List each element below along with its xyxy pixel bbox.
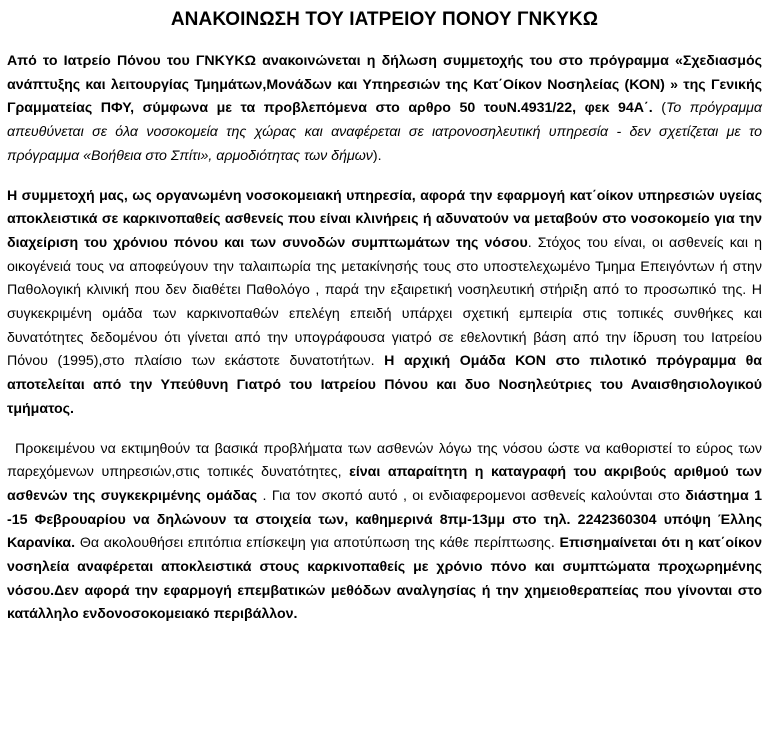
open-parenthesis: (	[652, 100, 666, 117]
home-visit-note: Θα ακολουθήσει επιτόπια επίσκεψη για αποτύπωση της κάθε περίπτωσης.	[75, 535, 560, 552]
paragraph-program-participation	[7, 50, 762, 169]
paragraph-patient-registration	[7, 438, 762, 628]
service-goal-text: . Στόχος του είναι, οι ασθενείς και η οικογένειά τους να αποφεύγουν την ταλαιπωρία της μετακίνησής τους στο υποστελεχωμένο Τμημα Επειγόντων ή στην Παθολογική κλινική που δεν διαθέτει Παθολόγο , παρά την εξαιρετική νοσηλευτική στήριξη από το προσωπικό της. Η συγκεκριμένη ομάδα των καρκινοπαθών επελέγη επειδή υπάρχει σχετική εμπειρία στις τοπικές συνθήκες και δυνατότητες δεδομένου ότι γίνεται από την υπογράφουσα γιατρό σε εθελοντική βάση από την ίδρυση του Ιατρείου Πόνου (1995),στο πλαίσιο των εκάστοτε δυνατοτήτων.	[7, 234, 762, 370]
announcement-title: ΑΝΑΚΟΙΝΩΣΗ ΤΟΥ ΙΑΤΡΕΙΟΥ ΠΟΝΟΥ ΓΝΚΥΚΩ	[170, 9, 599, 30]
registration-intro: Προκειμένου να εκτιμηθούν τα βασικά προβλήματα των ασθενών λόγω της νόσου ώστε να καθοριστεί το εύρος των παρεχόμενων υπηρεσιών,στις τοπικές δυνατότητες,	[7, 440, 762, 481]
program-scope-note: Το πρόγραμμα απευθύνεται σε όλα νοσοκομεία της χώρας και αναφέρεται σε ιατρονοσηλευτική υπηρεσία - δεν σχετίζεται με το πρόγραμμα «Βοήθεια στο Σπίτι», αρμοδιότητας των δήμων	[7, 100, 762, 164]
eligibility-clarification: Επισημαίνεται ότι η κατ΄οίκον νοσηλεία αναφέρεται αποκλειστικά στους καρκινοπαθείς με χρόνιο πόνο και συμπτώματα προχωρημένης νόσου.Δεν αφορά την εφαρμογή επεμβατικών μεθόδων αναλγησίας ή την χημειοθεραπείας που γίνονται στο κατάλληλο ενδονοσοκομειακό περιβάλλον.	[7, 535, 762, 623]
team-composition-statement: Η αρχική Ομάδα ΚΟΝ στο πιλοτικό πρόγραμμα θα αποτελείται από την Υπεύθυνη Γιατρό του Ιατρείου Πόνου και δυο Νοσηλεύτριες του Αναισθησιολογικού τμήματος.	[7, 353, 762, 417]
registration-requirement: είναι απαραίτητη η καταγραφή του ακριβούς αριθμού των ασθενών της συγκεκριμένης ομάδας	[7, 464, 762, 504]
service-scope-statement: Η συμμετοχή μας, ως οργανωμένη νοσοκομειακή υπηρεσία, αφορά την εφαρμογή κατ΄οίκον υπηρεσιών υγείας αποκλειστικά σε καρκινοπαθείς ασθενείς που είναι κλινήρεις ή αδυνατούν να μεταβούν στο νοσοκομείο για την διαχείριση του χρόνιου πόνου και των συνοδών συμπτωμάτων της νόσου	[7, 187, 762, 251]
paragraph-service-scope	[7, 185, 762, 422]
registration-period-contact: διάστημα 1 -15 Φεβρουαρίου να δηλώνουν τα στοιχεία των, καθημερινά 8πμ-13μμ στο τηλ. 2242360304 υπόψη Έλλης Καρανίκα.	[7, 487, 762, 552]
participation-statement: Από το Ιατρείο Πόνου του ΓΝΚΥΚΩ ανακοινώνεται η δήλωση συμμετοχής του στο πρόγραμμα «Σχεδιασμός ανάπτυξης και λειτουργίας Τμημάτων,Μονάδων και Υπηρεσιών της Κατ΄Οίκον Νοσηλείας (ΚΟΝ) » της Γενικής Γραμματείας ΠΦΥ, σύμφωνα με τα προβλεπόμενα στο αρθρο 50 τουΝ.4931/22, φεκ 94Α΄.	[7, 53, 762, 117]
close-parenthesis: ).	[372, 147, 382, 164]
registration-call: . Για τον σκοπό αυτό , οι ενδιαφερομενοι ασθενείς καλούνται στο	[257, 487, 686, 504]
